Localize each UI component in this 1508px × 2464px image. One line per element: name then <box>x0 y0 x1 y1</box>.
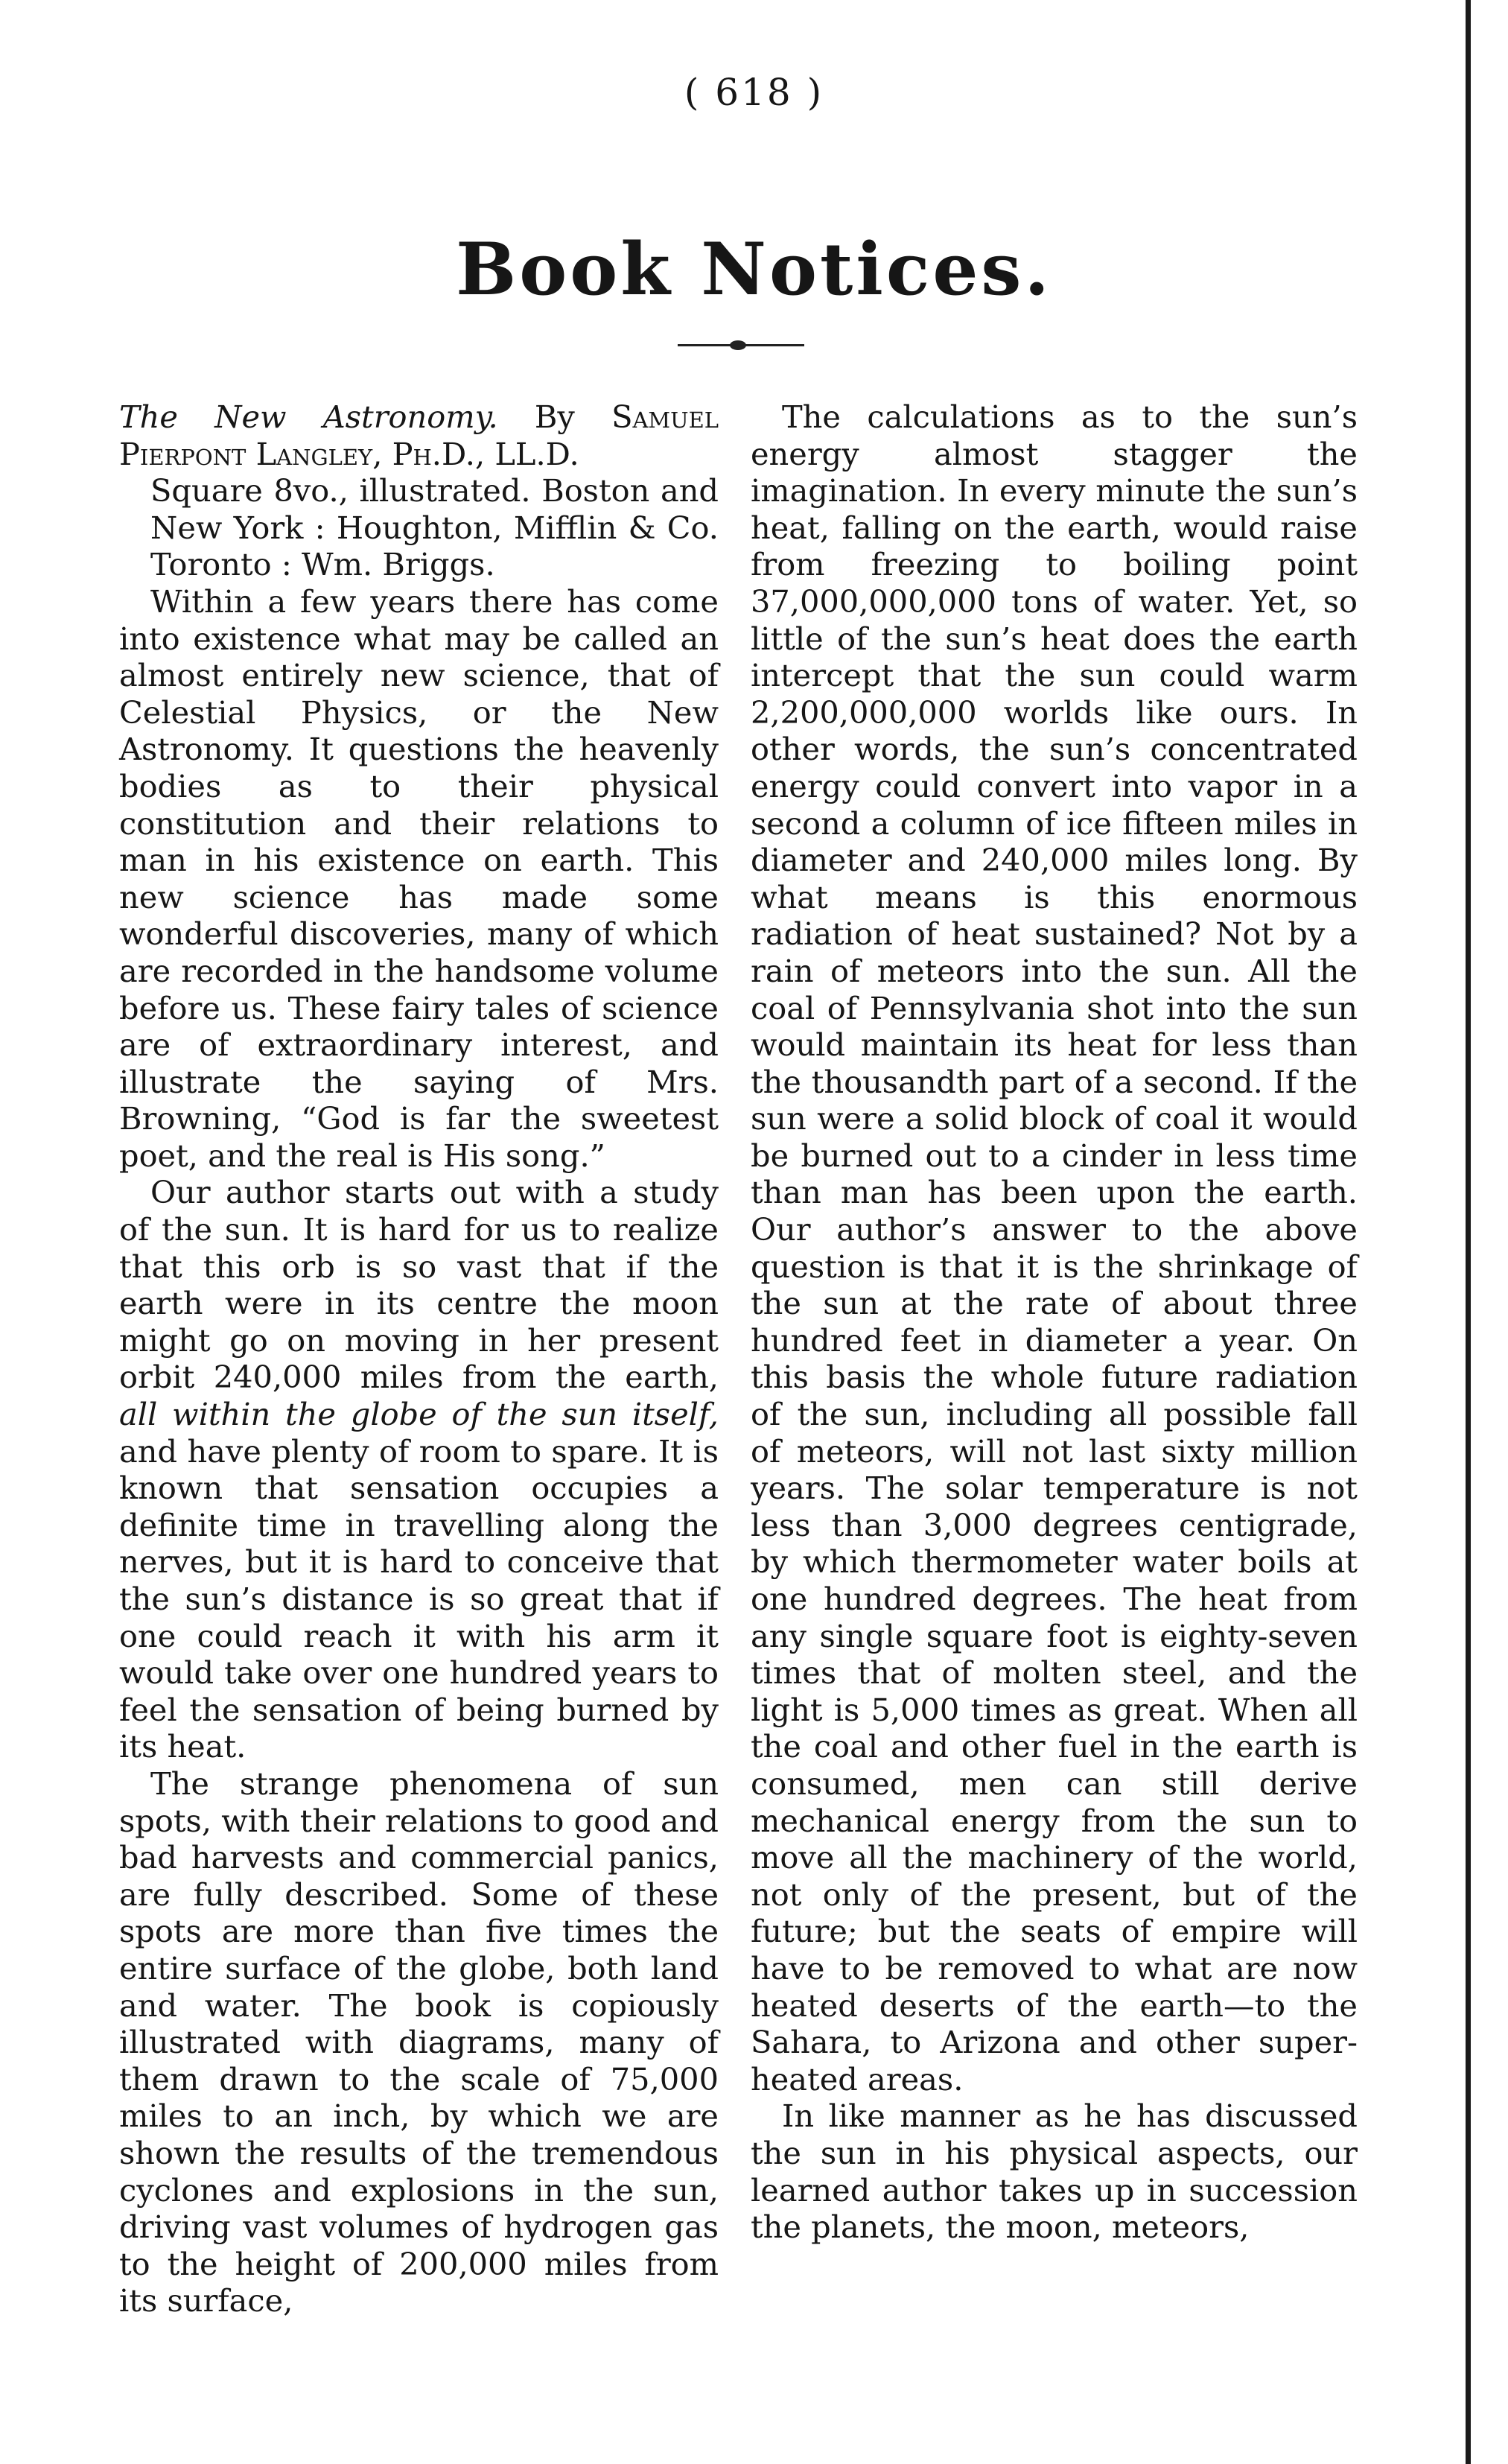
book-author: Samuel Pierpont Langley, Ph.D., LL.D. <box>119 399 719 472</box>
citation-by: By <box>534 399 575 435</box>
paragraph-planets: In like manner as he has discussed the sun in his physical aspects, our learned author takes up in succession the planets, the moon, meteors, <box>751 2098 1358 2246</box>
paragraph-new-science: Within a few years there has come into existence what may be called an almost entirely new science, that of Celestial Physics, or the New Astronomy. It questions the heavenly bodies as to their physical constitution and their relations to man in his existence on earth. This new science has made some wonderful discoveries, many of which are recorded in the handsome volume before us. These fairy tales of science are of extraordinary interest, and illustrate the saying of Mrs. Browning, “God is far the sweetest poet, and the real is His song.” <box>119 582 719 1174</box>
right-column <box>751 399 1358 2246</box>
paragraph-sun-study <box>119 1174 719 1765</box>
paragraph-sun-energy: The calculations as to the sun’s energy almost stagger the imagination. In every minute the sun’s heat, falling on the earth, would raise from freezing to boiling point 37,000,000,000 tons of water. Yet, so little of the sun’s heat does the earth intercept that the sun could warm 2,200,000,000 worlds like ours. In other words, the sun’s concentrated energy could convert into vapor in a second a column of ice fifteen miles in diameter and 240,000 miles long. By what means is this enormous radiation of heat sustained? Not by a rain of meteors into the sun. All the coal of Pennsylvania shot into the sun would maintain its heat for less than the thousandth part of a second. If the sun were a solid block of coal it would be burned out to a cinder in less time than man has been upon the earth. Our author’s answer to the above question is that it is the shrinkage of the sun at the rate of about three hundred feet in diameter a year. On this basis the whole future radiation of the sun, including all possible fall of meteors, will not last sixty million years. The solar temperature is not less than 3,000 degrees centigrade, by which thermometer water boils at one hundred degrees. The heat from any single square foot is eighty-seven times that of molten steel, and the light is 5,000 times as great. When all the coal and other fuel in the earth is consumed, men can still derive mechanical energy from the sun to move all the machinery of the world, not only of the present, but of the future; but the seats of empire will have to be removed to what are now heated deserts of the earth—to the Sahara, to Arizona and other super-heated areas. <box>751 399 1358 2098</box>
book-citation <box>119 399 719 472</box>
paragraph-sun-study-emphasis: all within the globe of the sun itself, <box>119 1396 719 1433</box>
left-column <box>119 399 719 2319</box>
page-number: ( 618 ) <box>684 71 824 114</box>
book-title: The New Astronomy. <box>119 399 498 435</box>
paragraph-sun-study-text-b: and have plenty of room to spare. It is known that sensation occupies a definite time in travelling along the nerves, but it is hard to conceive that the sun’s distance is so great that if one could reach it with his arm it would take over one hundred years to feel the sensation of being burned by its heat. <box>119 1432 719 1765</box>
page-edge-rule <box>1466 0 1471 2464</box>
paragraph-sun-study-text-a: Our author starts out with a study of the sun. It is hard for us to realize that this orb is so vast that if the earth were in its centre the moon might go on moving in her present orbit 240,000 miles from the earth, <box>119 1174 719 1396</box>
section-title: Book Notices. <box>456 227 1052 311</box>
title-ornament-rule <box>678 344 804 346</box>
paragraph-sun-spots: The strange phenomena of sun spots, with their relations to good and bad harvests and commercial panics, are fully described. Some of these spots are more than five times the entire surface of the globe, both land and water. The book is copiously illustrated with diagrams, many of them drawn to the scale of 75,000 miles to an inch, by which we are shown the results of the tremendous cyclones and explosions in the sun, driving vast volumes of hydrogen gas to the height of 200,000 miles from its surface, <box>119 1765 719 2319</box>
citation-details: Square 8vo., illustrated. Boston and New York : Houghton, Mifflin & Co. Toronto : Wm. Briggs. <box>150 472 719 583</box>
